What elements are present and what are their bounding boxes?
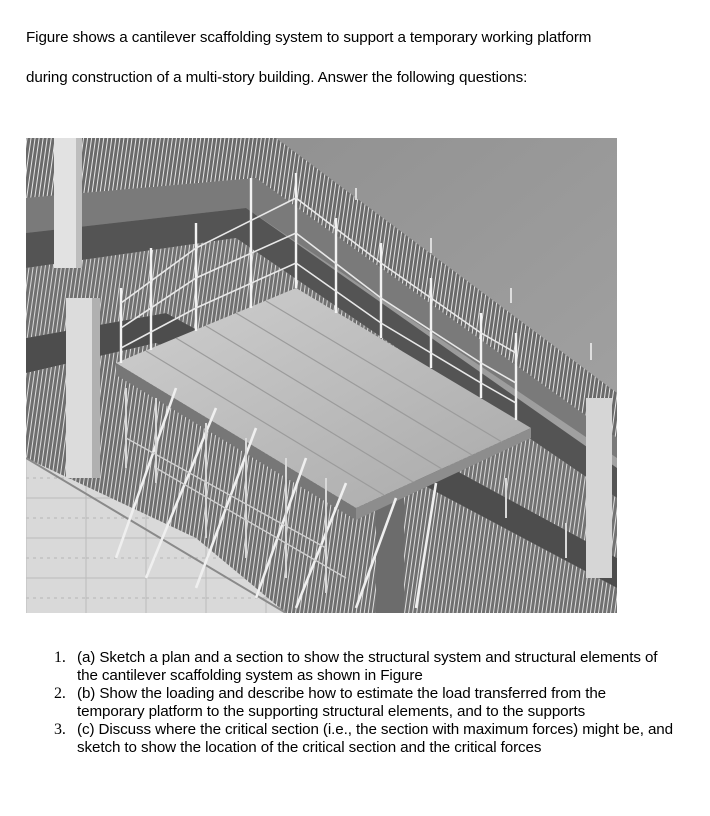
question-number: 2.: [54, 685, 66, 702]
question-list: [0, 649, 700, 757]
intro-line-1: Figure shows a cantilever scaffolding system to support a temporary working platform: [26, 29, 592, 46]
question-number: 3.: [54, 721, 66, 738]
question-text: (c) Discuss where the critical section (i.e., the section with maximum forces) might be, and sketch to show the location of the critical section and the critical forces: [77, 721, 673, 756]
question-text: (a) Sketch a plan and a section to show the structural system and structural elements of the cantilever scaffolding system as shown in Figure: [77, 649, 658, 684]
list-item: [0, 721, 700, 757]
question-text: (b) Show the loading and describe how to estimate the load transferred from the temporary platform to the supporting structural elements, and to the supports: [77, 685, 607, 720]
list-item: [0, 685, 700, 721]
intro-line-2: during construction of a multi-story building. Answer the following questions:: [26, 69, 528, 86]
intro-text: [26, 28, 696, 88]
list-item: [0, 649, 700, 685]
scaffolding-photo: [26, 138, 617, 613]
question-number: 1.: [54, 649, 66, 666]
